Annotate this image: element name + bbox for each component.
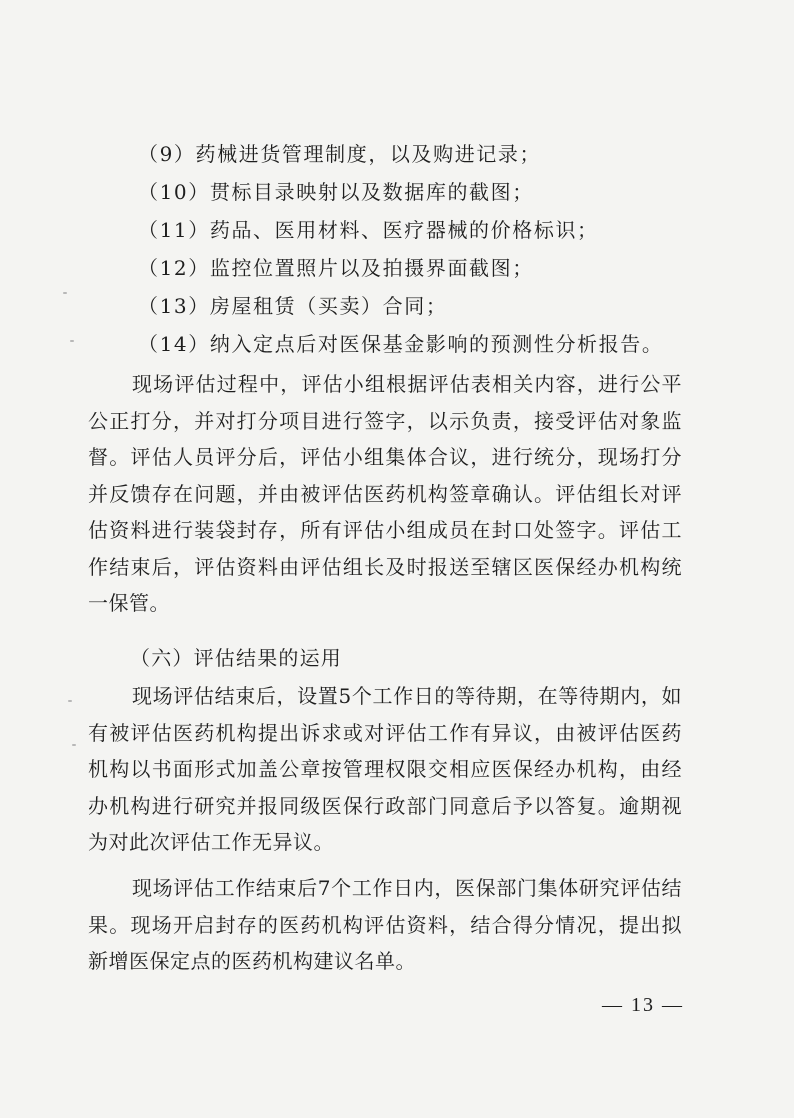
list-item-12: （12）监控位置照片以及拍摄界面截图； [138,256,534,280]
list-item-14: （14）纳入定点后对医保基金影响的预测性分析报告。 [138,332,664,356]
paragraph-onsite-evaluation: 现场评估过程中，评估小组根据评估表相关内容，进行公平公正打分，并对打分项目进行签字，以示负责，接受评估对象监督。评估人员评分后，评估小组集体合议，进行统分，现场打分并反馈存在问题，并由被评估医药机构签章确认。评估组长对评估资料进行装袋封存，所有评估小组成员在封口处签字。评估工作结束后，评估资料由评估组长及时报送至辖区医保经办机构统一保管。 [88,372,682,615]
scan-speck [63,292,67,294]
scan-speck [68,700,72,702]
list-item-9: （9）药械进货管理制度，以及购进记录； [138,142,542,166]
paragraph-result-study: 现场评估工作结束后7个工作日内，医保部门集体研究评估结果。现场开启封存的医药机构评估资料，结合得分情况，提出拟新增医保定点的医药机构建议名单。 [88,876,682,973]
list-item-10: （10）贯标目录映射以及数据库的截图； [138,180,534,204]
section-heading-result-usage: （六）评估结果的运用 [130,646,342,670]
paragraph-waiting-period: 现场评估结束后，设置5个工作日的等待期，在等待期内，如有被评估医药机构提出诉求或对评估工作有异议，由被评估医药机构以书面形式加盖公章按管理权限交相应医保经办机构，由经办机构进行研究并报同级医保行政部门同意后予以答复。逾期视为对此次评估工作无异议。 [88,684,682,854]
list-item-13: （13）房屋租赁（买卖）合同； [138,294,448,318]
page-number: — 13 — [602,994,684,1016]
scan-speck [70,340,74,342]
list-item-11: （11）药品、医用材料、医疗器械的价格标识； [138,218,599,242]
scan-speck [72,744,76,746]
